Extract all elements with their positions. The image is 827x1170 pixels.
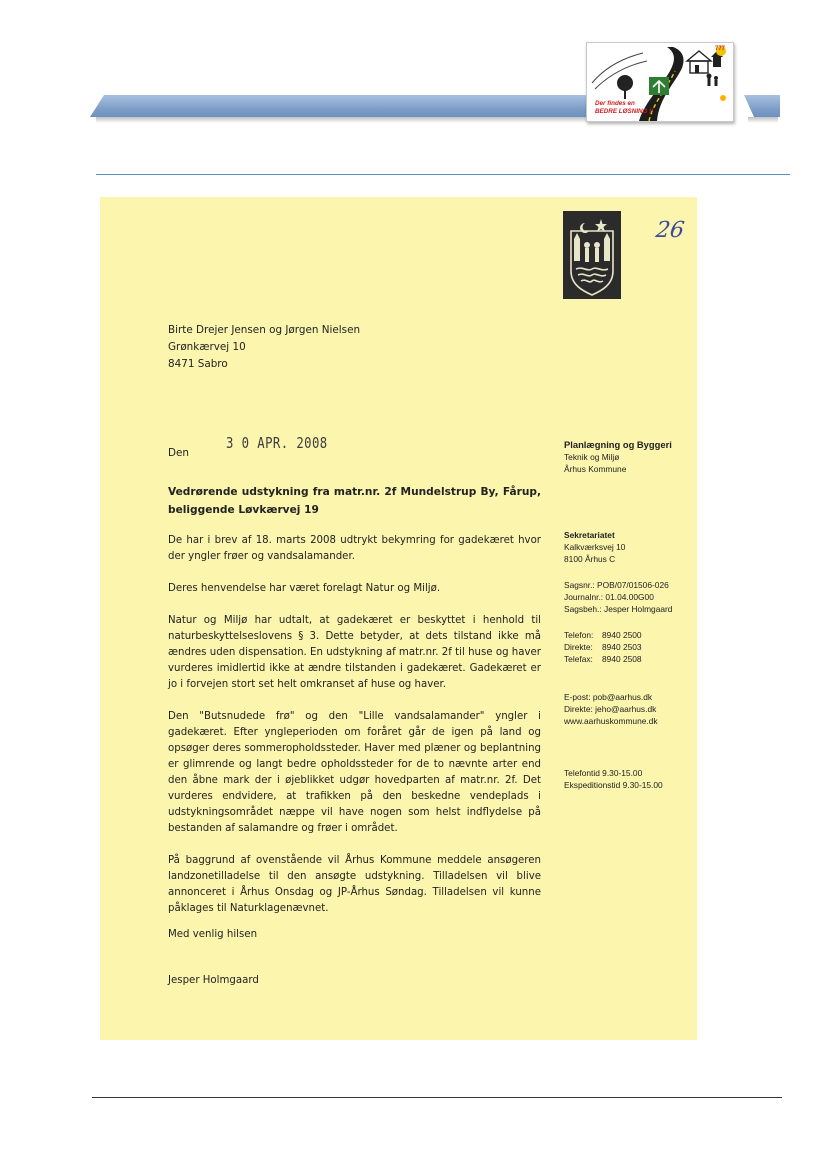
reference-block: [564, 579, 672, 615]
department-line3: Århus Kommune: [564, 464, 627, 474]
closing-greeting: Med venlig hilsen: [168, 929, 258, 940]
department-block: [564, 439, 672, 475]
phone-row: [564, 641, 642, 653]
department-name: Planlægning og Byggeri: [564, 439, 672, 450]
letter-body: [168, 533, 541, 933]
case-handler: Sagsbeh.: Jesper Holmgaard: [564, 604, 673, 614]
phone-hours: Telefontid 9.30-15.00: [564, 768, 643, 778]
header-band: [90, 95, 588, 117]
email: E-post: pob@aarhus.dk: [564, 692, 653, 702]
phone-block: [564, 629, 642, 665]
date-stamp: 3 0 APR. 2008: [226, 434, 328, 452]
recipient-city: 8471 Sabro: [168, 358, 228, 370]
header-band-shadow: [96, 117, 586, 123]
aarhus-coat-of-arms: [563, 211, 621, 299]
logo-badge: 777: [715, 46, 726, 52]
phone-label: Telefon:: [564, 630, 594, 640]
phone-label: Direkte:: [564, 642, 593, 652]
header-rule: [96, 174, 790, 175]
logo-slogan-line2: BEDRE LØSNING !!: [595, 107, 654, 115]
journal-number: Journalnr.: 01.04.00G00: [564, 592, 654, 602]
contact-block: [564, 691, 658, 727]
header-band-tab: [744, 95, 780, 117]
case-number: Sagsnr.: POB/07/01506-026: [564, 580, 669, 590]
office-city: 8100 Århus C: [564, 554, 616, 564]
recipient-name: Birte Drejer Jensen og Jørgen Nielsen: [168, 324, 361, 336]
phone-value: 8940 2508: [602, 654, 642, 664]
header-band-tab-shadow: [748, 117, 778, 123]
phone-label: Telefax:: [564, 654, 593, 664]
logo-slogan: [595, 100, 653, 115]
office-title: Sekretariatet: [564, 530, 615, 540]
coat-of-arms-icon: [563, 211, 621, 299]
office-block: [564, 529, 625, 565]
recipient-address: [168, 322, 360, 373]
phone-value: 8940 2503: [602, 642, 642, 652]
website: www.aarhuskommune.dk: [564, 716, 658, 726]
phone-value: 8940 2500: [602, 630, 642, 640]
body-paragraph: Den "Butsnudede frø" og den "Lille vandsalamander" yngler i gadekæret. Efter yngleperioden om foråret går de igen på land og opsøger deres sommeropholdssteder. Haver med plæner og beplantning er glimrende og langt bedre opholdssteder for de to nævnte arter end den åbne mark der i øjeblikket udgør hovedparten af matr.nr. 2f. Det vurderes endvidere, at trafikken på den beskedne vendeplads i udstykningsområdet næppe vil have nogen som helst indflydelse på bestanden af salamandre og frøer i området.: [168, 711, 541, 834]
recipient-street: Grønkærvej 10: [168, 341, 246, 353]
body-paragraph: Natur og Miljø har udtalt, at gadekæret er beskyttet i henhold til naturbeskyttelseslovens § 3. Dette betyder, at dets tilstand ikke må ændres uden dispensation. En udstykning af matr.nr. 2f til huse og haver vurderes imidlertid ikke at ændre tilstanden i gadekæret. Gadekæret er jo i forvejen stort set helt omkranset af huse og haver.: [168, 615, 541, 690]
hours-block: [564, 767, 663, 791]
office-hours: Ekspeditionstid 9.30-15.00: [564, 780, 663, 790]
signature-name: Jesper Holmgaard: [168, 975, 259, 986]
date-label: Den: [168, 447, 189, 459]
letter-subject: Vedrørende udstykning fra matr.nr. 2f Mundelstrup By, Fårup, beliggende Løvkærvej 19: [168, 486, 541, 516]
phone-row: [564, 629, 642, 641]
footer-rule: [92, 1097, 782, 1098]
department-line2: Teknik og Miljø: [564, 452, 620, 462]
office-street: Kalkværksvej 10: [564, 542, 626, 552]
handwritten-page-number: 26: [654, 218, 686, 243]
bedre-loesning-logo: [586, 42, 734, 122]
body-paragraph: Deres henvendelse har været forelagt Natur og Miljø.: [168, 583, 441, 594]
body-paragraph: På baggrund af ovenstående vil Århus Kommune meddele ansøgeren landzonetilladelse til den ansøgte udstykning. Tilladelsen vil blive annonceret i Århus Onsdag og JP-Århus Søndag. Tilladelsen vil kunne påklages til Naturklagenævnet.: [168, 855, 541, 914]
logo-slogan-line1: Der findes en: [595, 100, 635, 107]
phone-row: [564, 653, 642, 665]
scanned-letter: [100, 197, 697, 1040]
body-paragraph: De har i brev af 18. marts 2008 udtrykt bekymring for gadekæret hvor der yngler frøer og vandsalamander.: [168, 535, 541, 562]
direct-email: Direkte: jeho@aarhus.dk: [564, 704, 657, 714]
